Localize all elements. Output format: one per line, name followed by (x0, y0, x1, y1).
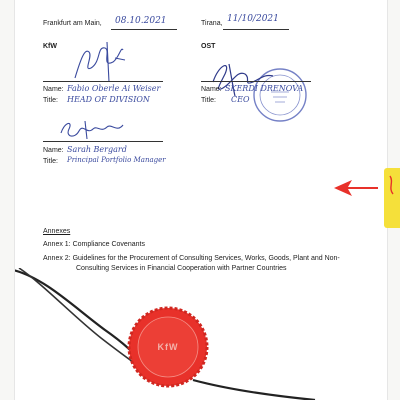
sign-here-flag (384, 168, 400, 228)
org-right: OST (201, 43, 216, 50)
title-label-2: Title: (43, 158, 58, 165)
flag-mark-icon (384, 168, 400, 228)
annex-2-line-1: Annex 2: Guidelines for the Procurement of Consulting Services, Works, Goods, Plant and Non- (43, 255, 340, 262)
wax-seal-text: KfW (157, 342, 179, 352)
place-label-right: Tirana, (201, 20, 223, 27)
date-line-right (223, 29, 289, 30)
name-hand-2: Sarah Bergard (67, 145, 127, 154)
title-hand-2: Principal Portfolio Manager (67, 156, 166, 164)
annexes-heading: Annexes (43, 228, 71, 235)
annex-2-line-2: Consulting Services in Financial Cooperation with Partner Countries (76, 265, 287, 272)
annex-1: Annex 1: Compliance Covenants (43, 241, 145, 248)
name-label-right: Name: (201, 86, 222, 93)
title-label-right: Title: (201, 97, 216, 104)
title-label-1: Title: (43, 97, 58, 104)
document-page (14, 0, 388, 400)
title-hand-right: CEO (231, 95, 250, 104)
name-label-2: Name: (43, 147, 64, 154)
name-hand-right: SKERDI DRENOVA (225, 84, 304, 93)
arrow-marker-icon (334, 178, 380, 198)
sig-line-left-1 (43, 81, 163, 82)
sig-line-left-2 (43, 141, 163, 142)
name-label-1: Name: (43, 86, 64, 93)
sig-line-right (201, 81, 311, 82)
date-hand-left: 08.10.2021 (115, 16, 167, 26)
org-left: KfW (43, 43, 57, 50)
date-hand-right: 11/10/2021 (227, 14, 279, 24)
name-hand-1: Fabio Oberle Ai Weiser (67, 84, 161, 93)
place-label-left: Frankfurt am Main, (43, 20, 102, 27)
date-line-left (111, 29, 177, 30)
title-hand-1: HEAD OF DIVISION (67, 95, 150, 104)
